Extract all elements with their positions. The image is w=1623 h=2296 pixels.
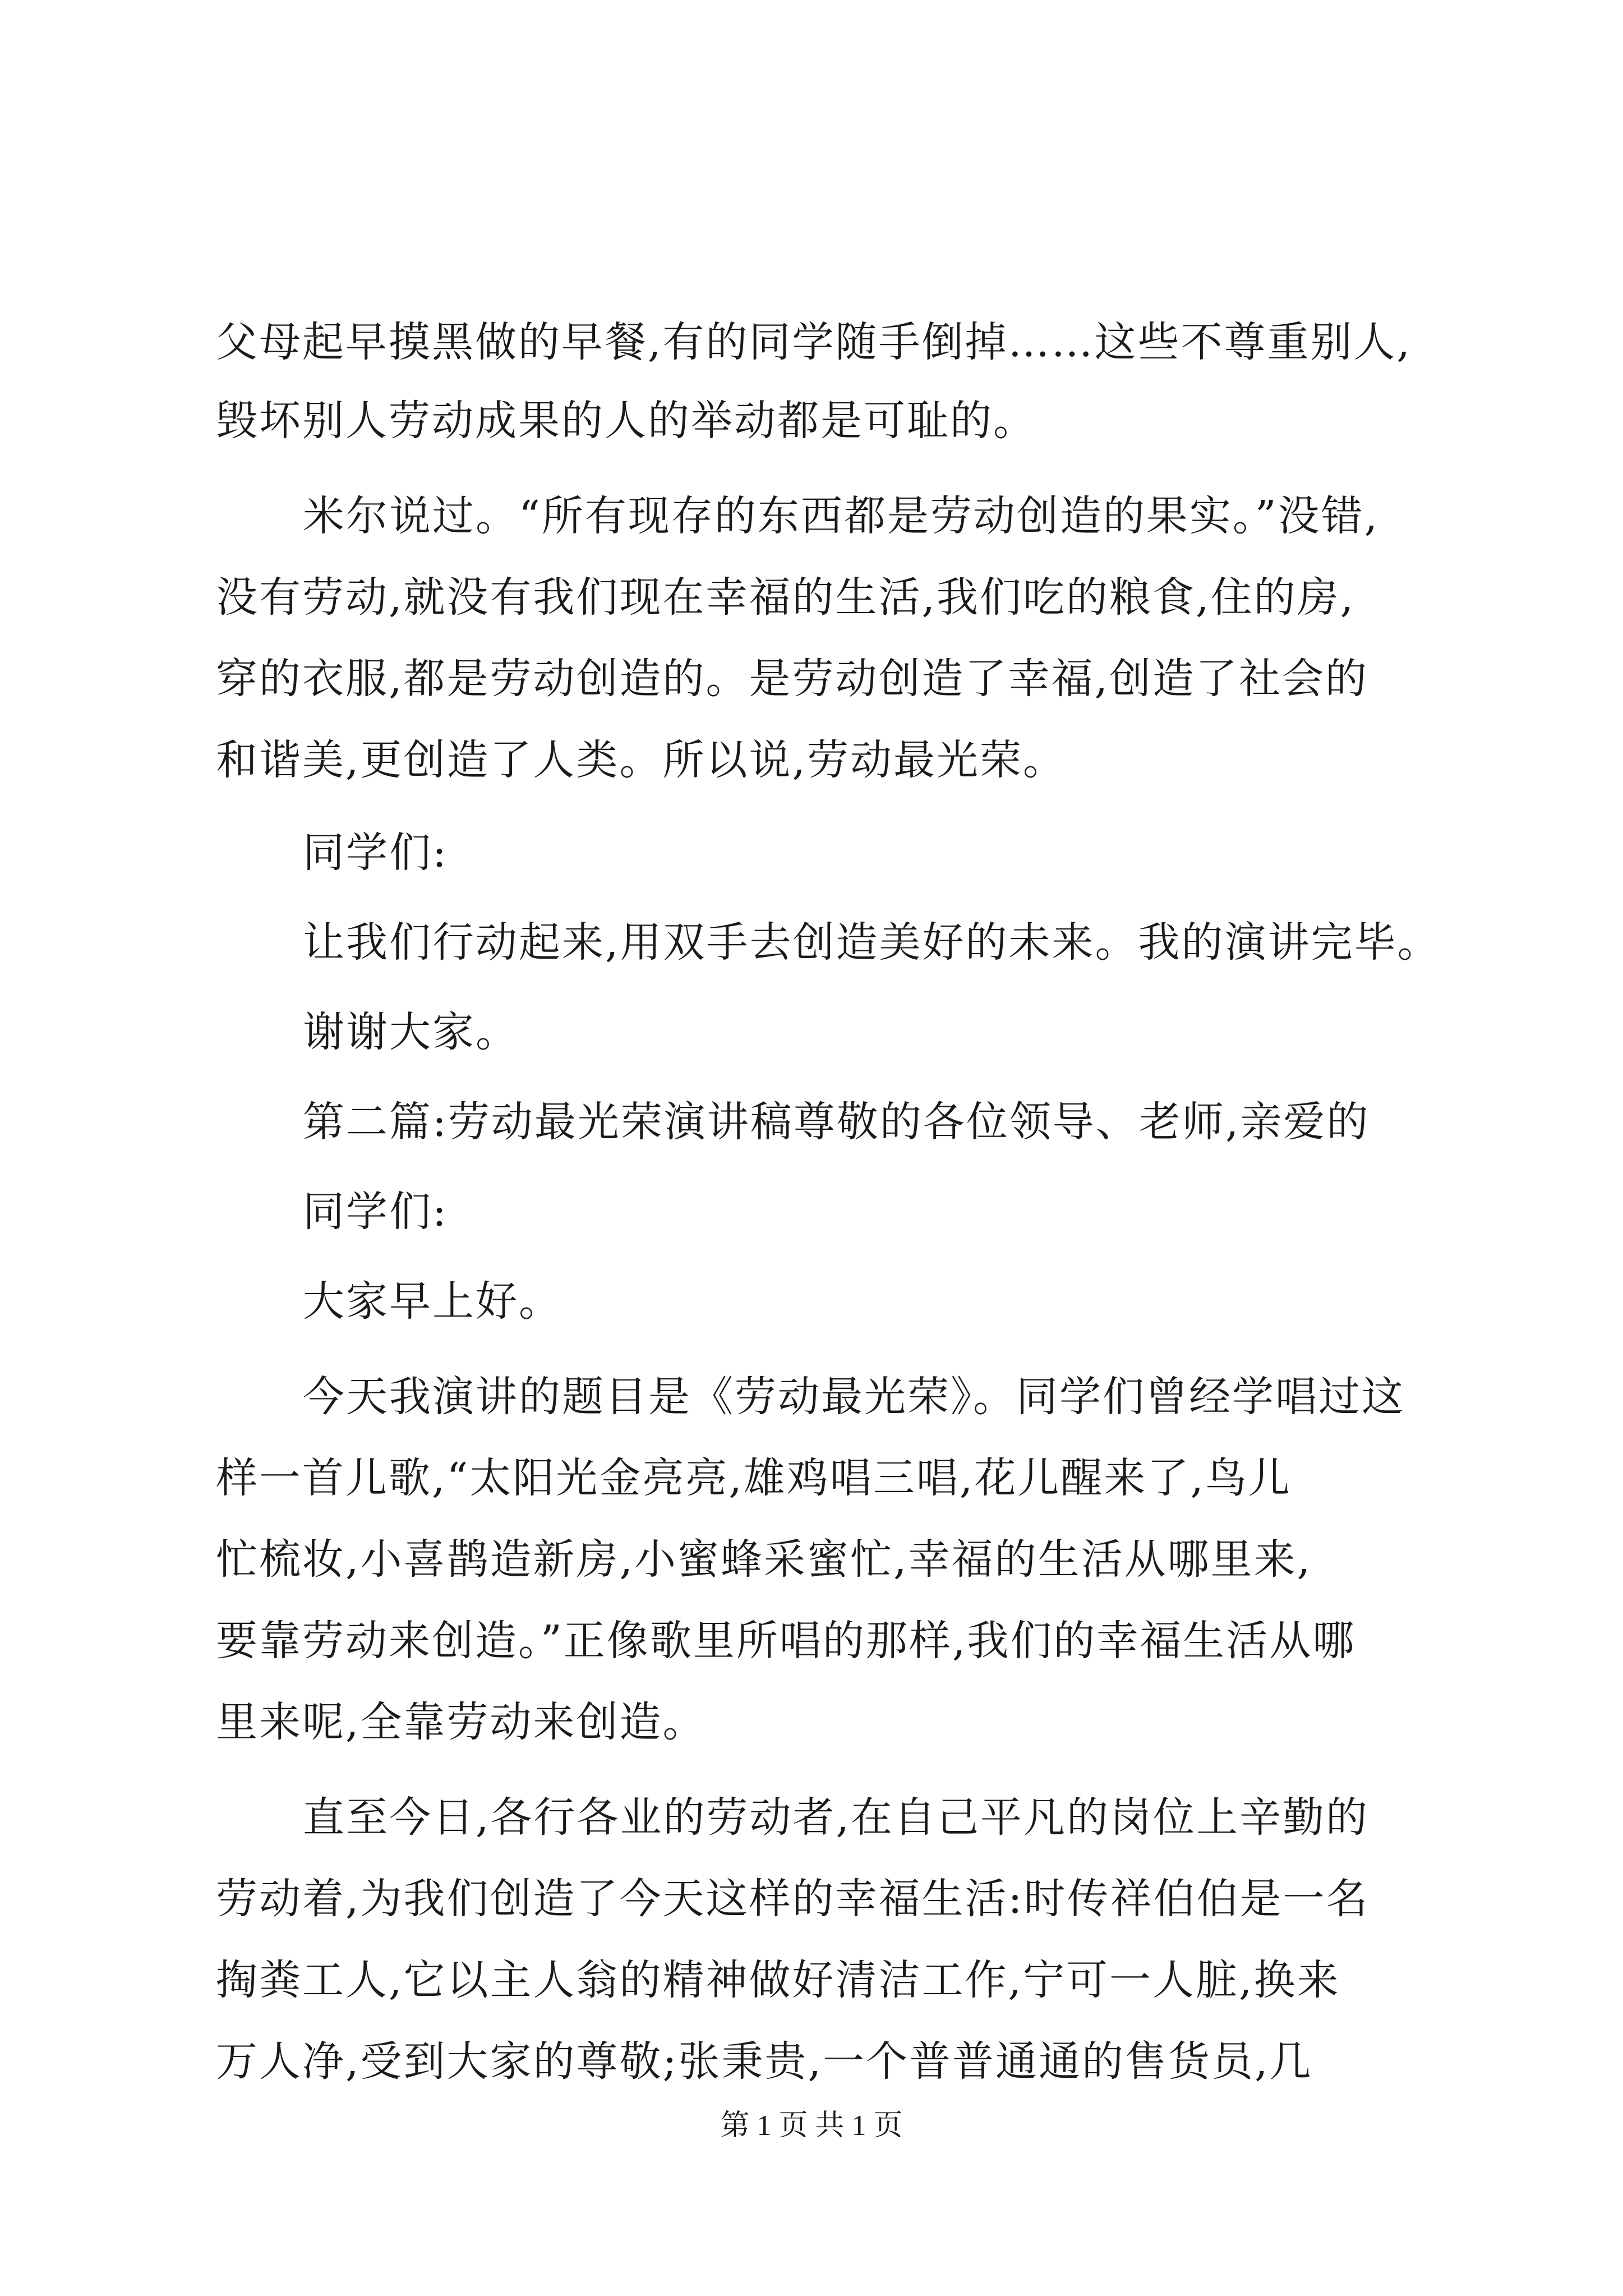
text-line-21: 万人净,受到大家的尊敬;张秉贵,一个普普通通的售货员,几 [216, 2037, 1313, 2086]
text-line-3: 米尔说过。“所有现存的东西都是劳动创造的果实。”没错, [303, 492, 1380, 540]
text-line-15: 忙梳妆,小喜鹊造新房,小蜜蜂采蜜忙,幸福的生活从哪里来, [216, 1535, 1312, 1584]
text-line-14: 样一首儿歌,“太阳光金亮亮,雄鸡唱三唱,花儿醒来了,鸟儿 [216, 1454, 1292, 1502]
text-line-16: 要靠劳动来创造。”正像歌里所唱的那样,我们的幸福生活从哪 [216, 1617, 1356, 1665]
text-line-19: 劳动着,为我们创造了今天这样的幸福生活:时传祥伯伯是一名 [216, 1875, 1370, 1923]
text-line-8: 让我们行动起来,用双手去创造美好的未来。我的演讲完毕。 [303, 918, 1441, 967]
text-line-2: 毁坏别人劳动成果的人的举动都是可耻的。 [216, 397, 1036, 445]
text-line-20: 掏粪工人,它以主人翁的精神做好清洁工作,宁可一人脏,换来 [216, 1956, 1340, 2004]
page-number-footer: 第 1 页 共 1 页 [720, 2110, 903, 2142]
text-line-1: 父母起早摸黑做的早餐,有的同学随手倒掉……这些不尊重别人, [216, 318, 1412, 366]
text-line-9: 谢谢大家。 [303, 1008, 519, 1056]
text-line-12: 大家早上好。 [303, 1277, 562, 1326]
text-line-11: 同学们: [303, 1188, 448, 1236]
text-line-17: 里来呢,全靠劳动来创造。 [216, 1698, 706, 1746]
text-line-5: 穿的衣服,都是劳动创造的。是劳动创造了幸福,创造了社会的 [216, 655, 1369, 703]
text-line-6: 和谐美,更创造了人类。所以说,劳动最光荣。 [216, 736, 1067, 784]
text-line-18: 直至今日,各行各业的劳动者,在自己平凡的岗位上辛勤的 [303, 1793, 1370, 1842]
text-line-7: 同学们: [303, 829, 448, 877]
text-line-4: 没有劳动,就没有我们现在幸福的生活,我们吃的粮食,住的房, [216, 573, 1355, 622]
text-line-13: 今天我演讲的题目是《劳动最光荣》。同学们曾经学唱过这 [303, 1373, 1405, 1421]
text-line-10: 第二篇:劳动最光荣演讲稿尊敬的各位领导、老师,亲爱的 [303, 1098, 1370, 1146]
